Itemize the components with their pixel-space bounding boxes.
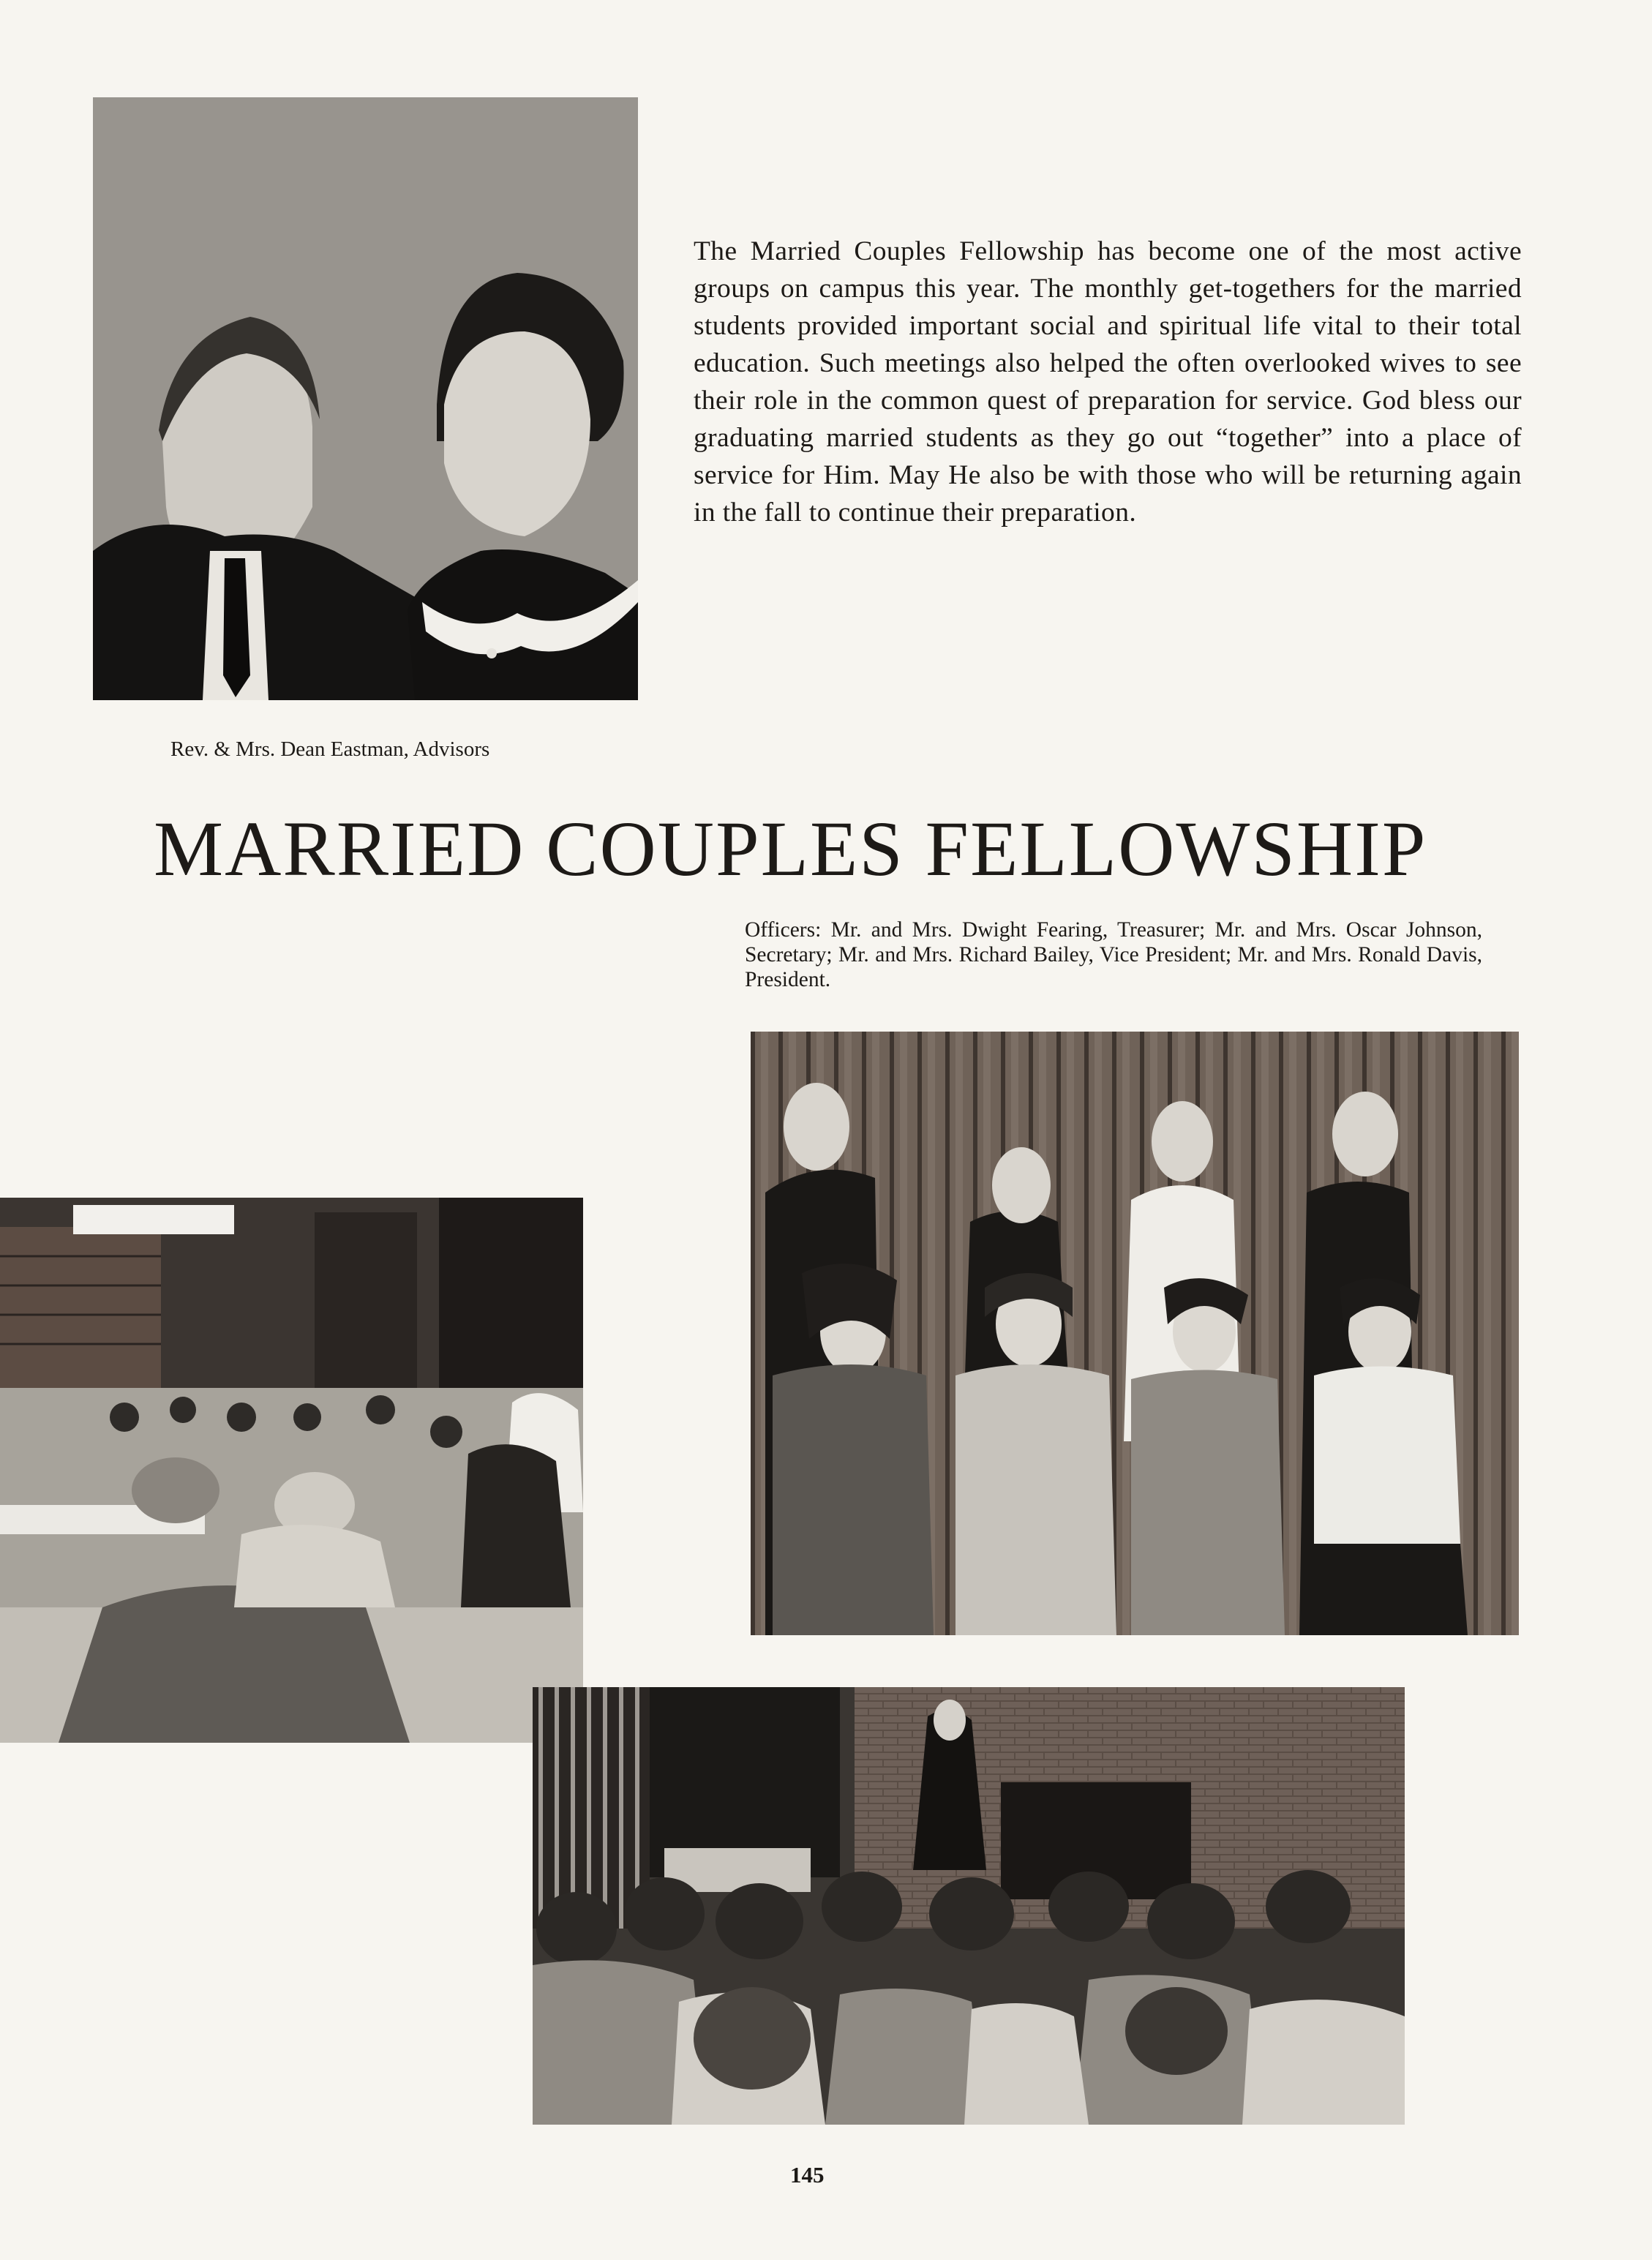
page-title: MARRIED COUPLES FELLOWSHIP: [154, 806, 1427, 893]
fellowship-description: The Married Couples Fellowship has become one of the most active groups on campus this year. The monthly get-togethers for the married students provided important social and spiritual life vital to their total education. Such meetings also helped the often overlooked wives to see their role in the common quest of preparation for service. God bless our graduating married students as they go out “together” into a place of service for Him. May He also be with those who will be returning again in the fall to continue their preparation.: [694, 236, 1522, 528]
advisors-portrait-photo: [93, 97, 638, 700]
page-number: 145: [790, 2162, 825, 2188]
advisors-caption: Rev. & Mrs. Dean Eastman, Advisors: [170, 737, 490, 761]
officers-group-photo: [751, 1032, 1519, 1635]
officers-caption: Officers: Mr. and Mrs. Dwight Fearing, Treasurer; Mr. and Mrs. Oscar Johnson, Secretary; Mr. and Mrs. Richard Bailey, Vice President; Mr. and Mrs. Ronald Davis, President.: [745, 918, 1482, 991]
fellowship-meeting-photo: [533, 1687, 1405, 2125]
fellowship-dinner-photo: [0, 1198, 583, 1743]
